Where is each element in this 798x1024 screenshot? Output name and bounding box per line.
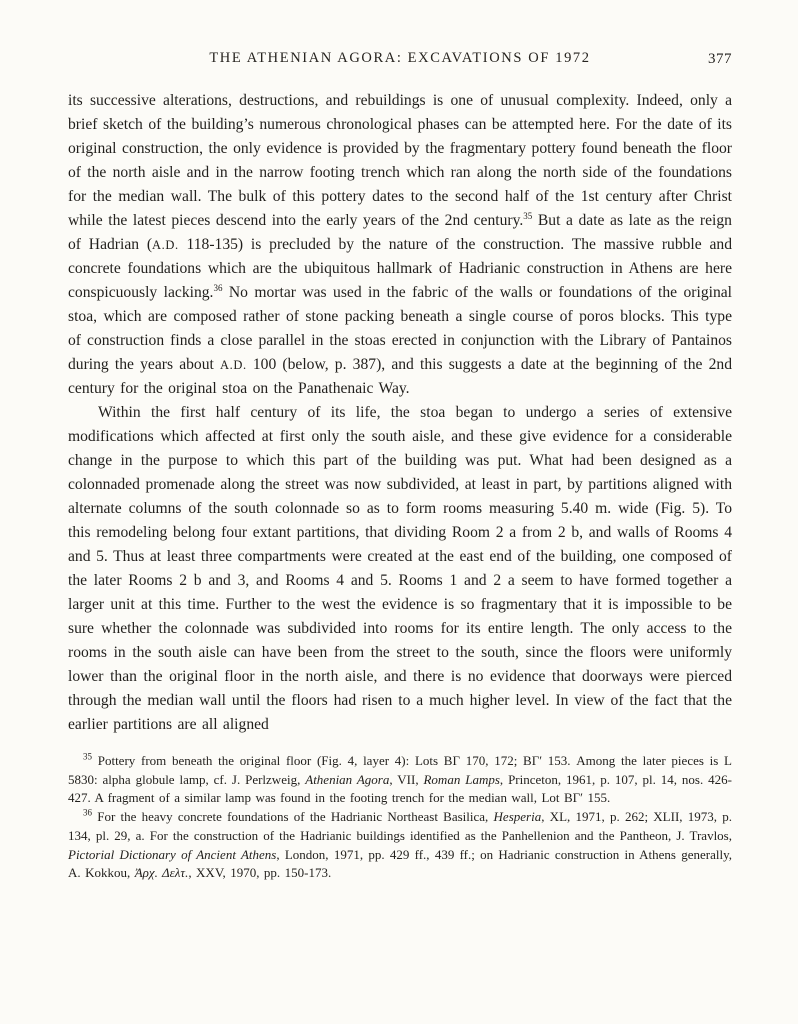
text-run: its successive alterations, destructions, and rebuildings is one of unusual complexity. Indeed, only a brief sketch of the building’s numerous chronological phases can be attempted here. For the date of its original construction, the only evidence is provided by the fragmentary pottery found beneath the floor of the north aisle and in the narrow footing trench which ran along the north side of the foundations for the median wall. The bulk of this pottery dates to the second half of the 1st century after Christ while the latest pieces descend into the early years of the 2nd century.	[68, 92, 732, 229]
footnote	[68, 752, 732, 808]
text-run: A.D.	[220, 358, 247, 372]
footnote	[68, 808, 732, 883]
text-run: Pottery from beneath the original floor (Fig. 4, layer 4): Lots ΒΓ 170, 172; ΒΓʹ 153. Among the later pieces is L 5830: alpha globule lamp, cf. J. Perlzweig,	[68, 753, 732, 787]
page-number: 377	[708, 51, 732, 67]
text-run: Hesperia	[493, 809, 542, 825]
footnote-marker: 36	[213, 282, 223, 293]
body-paragraph	[68, 401, 732, 737]
text-run: , London, 1971, pp. 429 ff., 439 ff.; on Hadrianic construction in Athens generally, A. Kokkou,	[68, 846, 732, 881]
text-run: , VII,	[389, 771, 424, 787]
text-run: Ἀρχ. Δελτ.	[134, 865, 189, 881]
text-run: Roman Lamps	[423, 771, 500, 787]
body-paragraph	[68, 89, 732, 401]
text-run: , XL, 1971, p. 262; XLII, 1973, p. 134, pl. 29, a. For the construction of the Hadrianic buildings identified as the Panhellenion and the Pantheon, J. Travlos,	[68, 809, 732, 843]
text-run: , XXV, 1970, pp. 150-173.	[188, 865, 332, 881]
footnotes	[68, 752, 732, 883]
text-run: , Princeton, 1961, p. 107, pl. 14, nos. 426-427. A fragment of a similar lamp was found in the footing trench for the median wall, Lot ΒΓʹ 155.	[68, 771, 732, 806]
running-title: THE ATHENIAN AGORA: EXCAVATIONS OF 1972	[209, 50, 591, 66]
footnote-marker: 35	[523, 210, 533, 221]
text-run: 118-135) is precluded by the nature of the construction. The massive rubble and concrete foundations which are the ubiquitous hallmark of Hadrianic construction in Athens are here conspicuously lacking.	[68, 236, 733, 301]
text-run: For the heavy concrete foundations of the Hadrianic Northeast Basilica,	[92, 809, 494, 825]
footnote-marker: 35	[83, 751, 92, 762]
text-run: Within the first half century of its life, the stoa began to undergo a series of extensive modifications which affected at first only the south aisle, and these give evidence for a considerable change in the purpose to which this part of the building was put. What had been designed as a colonnaded promenade along the street was now subdivided, at least in part, by partitions aligned with alternate columns of the south colonnade so as to form rooms measuring 5.40 m. wide (Fig. 5). To this remodeling belong four extant partitions, that dividing Room 2 a from 2 b, and walls of Rooms 4 and 5. Thus at least three compartments were created at the east end of the building, one composed of the later Rooms 2 b and 3, and Rooms 4 and 5. Rooms 1 and 2 a seem to have formed together a larger unit at this time. Further to the west the evidence is so fragmentary that it is impossible to be sure whether the colonnade was subdivided into rooms for its entire length. The only access to the rooms in the south aisle can have been from the street to the south, since the floors were uniformly lower than the original floor in the north aisle, and there is no evidence that doorways were pierced through the median wall until the floors had risen to a much higher level. In view of the fact that the earlier partitions are all aligned	[68, 404, 732, 733]
body-text	[68, 89, 732, 737]
text-run: But a date as late as the reign of Hadrian (	[68, 212, 732, 253]
footnote-marker: 36	[83, 807, 92, 818]
text-run: Athenian Agora	[305, 771, 390, 787]
page-header	[68, 50, 732, 72]
text-run: No mortar was used in the fabric of the walls or foundations of the original stoa, which are composed rather of stone packing beneath a single course of poros blocks. This type of construction finds a close parallel in the stoas erected in conjunction with the Library of Pantainos during the years about	[68, 284, 732, 373]
text-run: Pictorial Dictionary of Ancient Athens	[68, 846, 277, 862]
text-run: 100 (below, p. 387), and this suggests a date at the beginning of the 2nd century for the original stoa on the Panathenaic Way.	[68, 356, 733, 397]
text-run: A.D.	[152, 238, 179, 252]
